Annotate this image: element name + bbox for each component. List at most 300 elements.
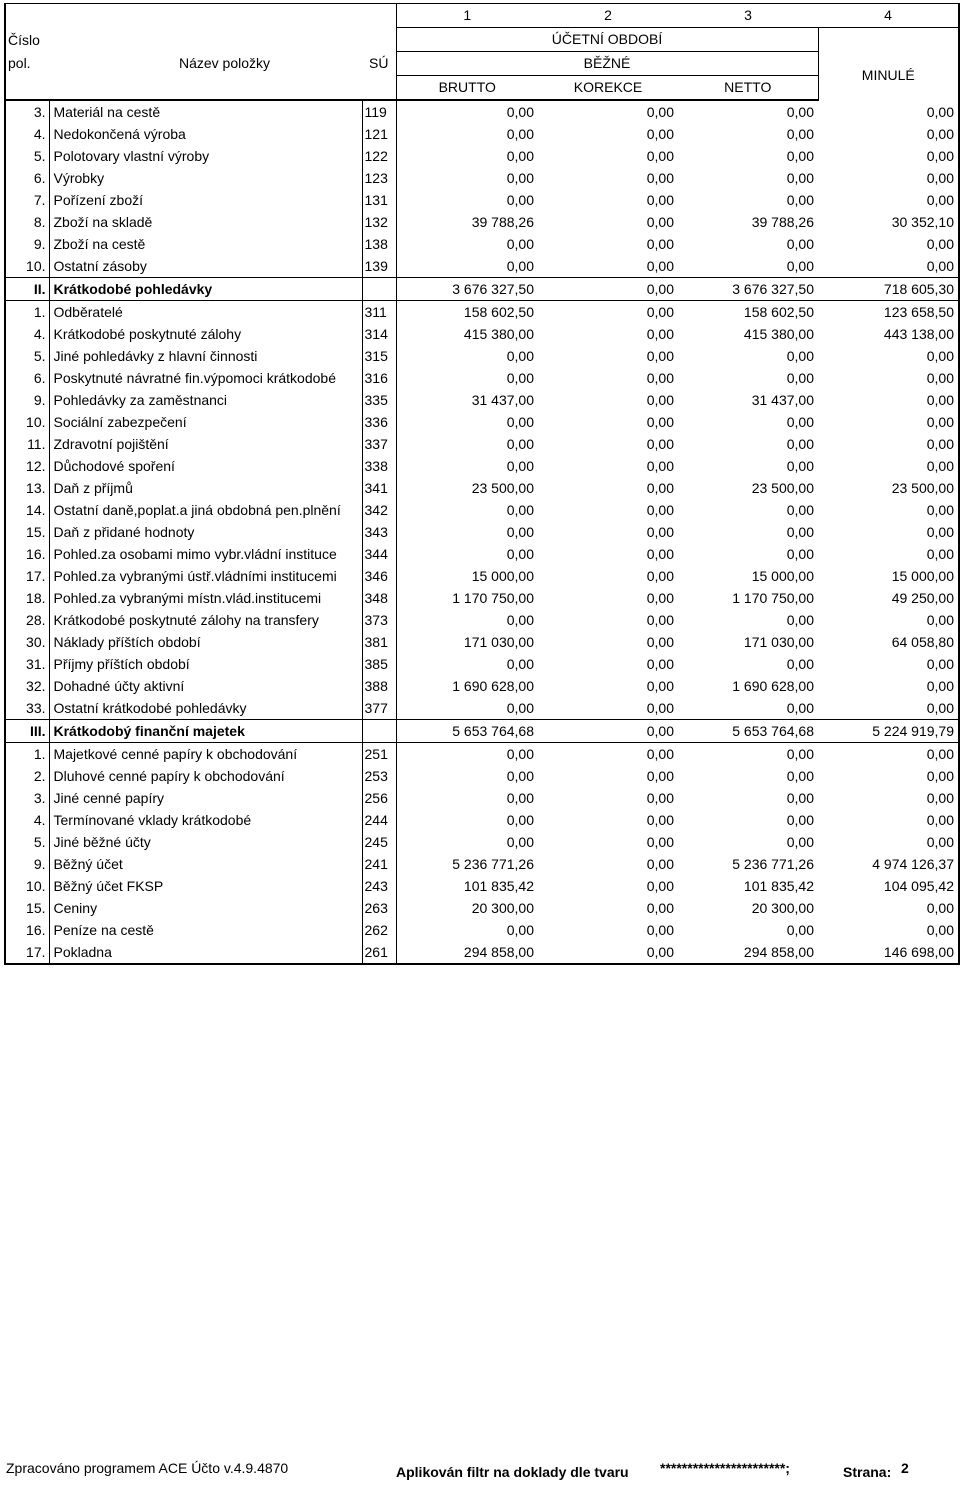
row-minule: 0,00 bbox=[818, 897, 959, 919]
table-row bbox=[5, 919, 959, 941]
row-korekce: 0,00 bbox=[646, 922, 674, 938]
row-number: 28. bbox=[5, 609, 49, 631]
page-label: Strana: bbox=[843, 1464, 892, 1480]
row-number: 32. bbox=[5, 675, 49, 697]
row-number: 10. bbox=[5, 255, 49, 278]
row-minule: 5 224 919,79 bbox=[818, 720, 959, 743]
row-brutto: 0,00 bbox=[506, 436, 534, 452]
row-korekce: 0,00 bbox=[646, 214, 674, 230]
row-netto: 0,00 bbox=[786, 524, 814, 540]
row-korekce: 0,00 bbox=[646, 768, 674, 784]
row-netto: 0,00 bbox=[786, 148, 814, 164]
table-row bbox=[5, 455, 959, 477]
table-header bbox=[5, 4, 959, 101]
row-number: 15. bbox=[5, 897, 49, 919]
row-number: 11. bbox=[5, 433, 49, 455]
row-brutto: 5 236 771,26 bbox=[452, 856, 534, 872]
row-netto: 15 000,00 bbox=[751, 568, 814, 584]
row-minule: 443 138,00 bbox=[818, 323, 959, 345]
table-row bbox=[5, 941, 959, 964]
row-netto: 415 380,00 bbox=[743, 326, 814, 342]
row-su: 335 bbox=[362, 389, 396, 411]
row-minule: 0,00 bbox=[818, 167, 959, 189]
row-name: Materiál na cestě bbox=[49, 100, 362, 123]
table-row bbox=[5, 587, 959, 609]
row-su: 243 bbox=[362, 875, 396, 897]
row-brutto: 0,00 bbox=[506, 258, 534, 274]
row-korekce: 0,00 bbox=[646, 192, 674, 208]
row-minule: 0,00 bbox=[818, 389, 959, 411]
row-netto: 0,00 bbox=[786, 612, 814, 628]
row-brutto: 101 835,42 bbox=[463, 878, 534, 894]
row-korekce: 0,00 bbox=[646, 546, 674, 562]
row-korekce: 0,00 bbox=[646, 436, 674, 452]
table-row bbox=[5, 123, 959, 145]
row-su: 251 bbox=[362, 743, 396, 766]
row-netto: 171 030,00 bbox=[743, 634, 814, 650]
row-korekce: 0,00 bbox=[646, 170, 674, 186]
row-su: 244 bbox=[362, 809, 396, 831]
table-row bbox=[5, 411, 959, 433]
row-su: 314 bbox=[362, 323, 396, 345]
row-name: Daň z přidané hodnoty bbox=[49, 521, 362, 543]
row-korekce: 0,00 bbox=[646, 590, 674, 606]
row-number: 12. bbox=[5, 455, 49, 477]
row-number: 10. bbox=[5, 875, 49, 897]
row-su: 344 bbox=[362, 543, 396, 565]
row-brutto: 0,00 bbox=[506, 700, 534, 716]
minule-label: MINULÉ bbox=[818, 52, 959, 101]
row-name: Pohledávky za zaměstnanci bbox=[49, 389, 362, 411]
row-netto: 0,00 bbox=[786, 104, 814, 120]
row-brutto: 0,00 bbox=[506, 458, 534, 474]
row-minule: 0,00 bbox=[818, 609, 959, 631]
row-number: 3. bbox=[5, 100, 49, 123]
row-korekce: 0,00 bbox=[646, 568, 674, 584]
row-netto: 0,00 bbox=[786, 656, 814, 672]
row-korekce: 0,00 bbox=[646, 370, 674, 386]
row-brutto: 39 788,26 bbox=[471, 214, 534, 230]
table-row bbox=[5, 565, 959, 587]
row-minule: 0,00 bbox=[818, 411, 959, 433]
row-brutto: 0,00 bbox=[506, 922, 534, 938]
row-name: Ostatní daně,poplat.a jiná obdobná pen.plnění bbox=[49, 499, 362, 521]
row-netto: 0,00 bbox=[786, 812, 814, 828]
row-number: 5. bbox=[5, 345, 49, 367]
row-netto: 0,00 bbox=[786, 768, 814, 784]
row-name: Krátkodobé pohledávky bbox=[49, 278, 362, 301]
row-minule: 30 352,10 bbox=[818, 211, 959, 233]
row-minule: 23 500,00 bbox=[818, 477, 959, 499]
row-minule: 0,00 bbox=[818, 831, 959, 853]
row-korekce: 0,00 bbox=[646, 414, 674, 430]
row-brutto: 0,00 bbox=[506, 746, 534, 762]
row-name: Pohled.za vybranými místn.vlád.institucemi bbox=[49, 587, 362, 609]
row-minule: 0,00 bbox=[818, 345, 959, 367]
row-netto: 39 788,26 bbox=[751, 214, 814, 230]
row-brutto: 0,00 bbox=[506, 546, 534, 562]
row-name: Peníze na cestě bbox=[49, 919, 362, 941]
row-minule: 0,00 bbox=[818, 433, 959, 455]
row-su: 311 bbox=[362, 301, 396, 324]
row-name: Zdravotní pojištění bbox=[49, 433, 362, 455]
row-netto: 0,00 bbox=[786, 126, 814, 142]
table-row bbox=[5, 233, 959, 255]
table-row bbox=[5, 433, 959, 455]
row-number: 14. bbox=[5, 499, 49, 521]
row-su: 337 bbox=[362, 433, 396, 455]
row-minule: 0,00 bbox=[818, 367, 959, 389]
row-su: 138 bbox=[362, 233, 396, 255]
row-su bbox=[362, 278, 396, 301]
row-netto: 23 500,00 bbox=[751, 480, 814, 496]
row-minule: 146 698,00 bbox=[818, 941, 959, 964]
row-su: 253 bbox=[362, 765, 396, 787]
row-korekce: 0,00 bbox=[646, 612, 674, 628]
row-netto: 0,00 bbox=[786, 192, 814, 208]
row-korekce: 0,00 bbox=[646, 834, 674, 850]
row-korekce: 0,00 bbox=[538, 278, 678, 301]
row-korekce: 0,00 bbox=[538, 941, 678, 964]
row-netto: 5 236 771,26 bbox=[732, 856, 814, 872]
row-minule: 15 000,00 bbox=[818, 565, 959, 587]
row-name: Jiné pohledávky z hlavní činnosti bbox=[49, 345, 362, 367]
row-netto: 0,00 bbox=[786, 922, 814, 938]
row-name: Dluhové cenné papíry k obchodování bbox=[49, 765, 362, 787]
row-name: Daň z příjmů bbox=[49, 477, 362, 499]
row-name: Odběratelé bbox=[49, 301, 362, 324]
table-row bbox=[5, 521, 959, 543]
filter-note: Aplikován filtr na doklady dle tvaru bbox=[396, 1464, 629, 1480]
row-su: 341 bbox=[362, 477, 396, 499]
row-name: Nedokončená výroba bbox=[49, 123, 362, 145]
row-korekce: 0,00 bbox=[646, 790, 674, 806]
su-label: SÚ bbox=[362, 52, 396, 76]
row-number: 15. bbox=[5, 521, 49, 543]
row-su: 119 bbox=[362, 100, 396, 123]
row-number: 18. bbox=[5, 587, 49, 609]
row-korekce: 0,00 bbox=[646, 392, 674, 408]
row-number: 16. bbox=[5, 919, 49, 941]
row-number: 9. bbox=[5, 233, 49, 255]
table-row bbox=[5, 809, 959, 831]
table-row bbox=[5, 609, 959, 631]
table-row bbox=[5, 743, 959, 766]
row-su: 256 bbox=[362, 787, 396, 809]
row-netto: 1 170 750,00 bbox=[732, 590, 814, 606]
row-netto: 0,00 bbox=[786, 370, 814, 386]
section-row bbox=[5, 278, 959, 301]
row-netto: 31 437,00 bbox=[751, 392, 814, 408]
row-name: Pohled.za osobami mimo vybr.vládní instituce bbox=[49, 543, 362, 565]
row-minule: 0,00 bbox=[818, 100, 959, 123]
row-su: 315 bbox=[362, 345, 396, 367]
row-su: 316 bbox=[362, 367, 396, 389]
table-row bbox=[5, 345, 959, 367]
row-netto: 0,00 bbox=[786, 834, 814, 850]
row-netto: 0,00 bbox=[786, 546, 814, 562]
table-row bbox=[5, 897, 959, 919]
row-number: 30. bbox=[5, 631, 49, 653]
table-row bbox=[5, 653, 959, 675]
row-su: 338 bbox=[362, 455, 396, 477]
row-brutto: 415 380,00 bbox=[463, 326, 534, 342]
row-number: 9. bbox=[5, 389, 49, 411]
pol-label: pol. bbox=[5, 52, 49, 76]
row-brutto: 0,00 bbox=[506, 192, 534, 208]
row-netto: 0,00 bbox=[786, 700, 814, 716]
row-name: Náklady příštích období bbox=[49, 631, 362, 653]
table-row bbox=[5, 100, 959, 123]
row-number: 1. bbox=[5, 301, 49, 324]
row-netto: 0,00 bbox=[786, 170, 814, 186]
row-number: 31. bbox=[5, 653, 49, 675]
row-brutto: 171 030,00 bbox=[463, 634, 534, 650]
table-row bbox=[5, 631, 959, 653]
row-name: Majetkové cenné papíry k obchodování bbox=[49, 743, 362, 766]
row-brutto: 0,00 bbox=[506, 348, 534, 364]
table-row bbox=[5, 543, 959, 565]
row-netto: 0,00 bbox=[786, 746, 814, 762]
row-name: Krátkodobé poskytnuté zálohy na transfery bbox=[49, 609, 362, 631]
row-brutto: 15 000,00 bbox=[471, 568, 534, 584]
row-minule: 0,00 bbox=[818, 123, 959, 145]
row-minule: 0,00 bbox=[818, 809, 959, 831]
table-row bbox=[5, 697, 959, 720]
row-netto: 1 690 628,00 bbox=[732, 678, 814, 694]
row-korekce: 0,00 bbox=[646, 746, 674, 762]
row-su: 122 bbox=[362, 145, 396, 167]
row-su: 123 bbox=[362, 167, 396, 189]
row-netto: 20 300,00 bbox=[751, 900, 814, 916]
row-name: Sociální zabezpečení bbox=[49, 411, 362, 433]
row-name: Pořízení zboží bbox=[49, 189, 362, 211]
row-number: 5. bbox=[5, 831, 49, 853]
row-name: Běžný účet FKSP bbox=[49, 875, 362, 897]
row-su: 336 bbox=[362, 411, 396, 433]
row-minule: 104 095,42 bbox=[818, 875, 959, 897]
row-minule: 0,00 bbox=[818, 499, 959, 521]
row-korekce: 0,00 bbox=[646, 458, 674, 474]
row-minule: 0,00 bbox=[818, 521, 959, 543]
table-body bbox=[5, 100, 959, 964]
row-korekce: 0,00 bbox=[646, 634, 674, 650]
row-korekce: 0,00 bbox=[646, 258, 674, 274]
row-su: 388 bbox=[362, 675, 396, 697]
row-su: 385 bbox=[362, 653, 396, 675]
table-row bbox=[5, 787, 959, 809]
row-number: 33. bbox=[5, 697, 49, 720]
row-number: III. bbox=[5, 720, 49, 743]
row-brutto: 0,00 bbox=[506, 370, 534, 386]
row-su: 342 bbox=[362, 499, 396, 521]
row-brutto: 0,00 bbox=[506, 126, 534, 142]
row-brutto: 0,00 bbox=[506, 656, 534, 672]
row-name: Poskytnuté návratné fin.výpomoci krátkodobé bbox=[49, 367, 362, 389]
table-row bbox=[5, 853, 959, 875]
row-su: 373 bbox=[362, 609, 396, 631]
row-korekce: 0,00 bbox=[646, 104, 674, 120]
row-netto: 0,00 bbox=[786, 502, 814, 518]
row-name: Důchodové spoření bbox=[49, 455, 362, 477]
row-name: Termínované vklady krátkodobé bbox=[49, 809, 362, 831]
row-brutto: 0,00 bbox=[506, 812, 534, 828]
row-su: 121 bbox=[362, 123, 396, 145]
row-minule: 123 658,50 bbox=[818, 301, 959, 324]
row-name: Ostatní zásoby bbox=[49, 255, 362, 278]
row-name: Běžný účet bbox=[49, 853, 362, 875]
table-row bbox=[5, 301, 959, 324]
row-number: 5. bbox=[5, 145, 49, 167]
row-minule: 49 250,00 bbox=[818, 587, 959, 609]
row-su: 245 bbox=[362, 831, 396, 853]
row-number: 2. bbox=[5, 765, 49, 787]
table-row bbox=[5, 211, 959, 233]
row-name: Jiné cenné papíry bbox=[49, 787, 362, 809]
row-minule: 0,00 bbox=[818, 653, 959, 675]
row-name: Příjmy příštích období bbox=[49, 653, 362, 675]
row-number: 4. bbox=[5, 323, 49, 345]
row-brutto: 0,00 bbox=[506, 790, 534, 806]
row-netto: 294 858,00 bbox=[678, 941, 818, 964]
row-number: 6. bbox=[5, 167, 49, 189]
table-row bbox=[5, 875, 959, 897]
table-row bbox=[5, 145, 959, 167]
row-number: 1. bbox=[5, 743, 49, 766]
row-minule: 0,00 bbox=[818, 919, 959, 941]
row-korekce: 0,00 bbox=[646, 326, 674, 342]
row-netto: 0,00 bbox=[786, 348, 814, 364]
row-su: 131 bbox=[362, 189, 396, 211]
row-su: 381 bbox=[362, 631, 396, 653]
row-minule: 0,00 bbox=[818, 787, 959, 809]
row-su: 262 bbox=[362, 919, 396, 941]
row-brutto: 0,00 bbox=[506, 148, 534, 164]
row-korekce: 0,00 bbox=[646, 480, 674, 496]
row-brutto: 0,00 bbox=[506, 768, 534, 784]
row-minule: 0,00 bbox=[818, 765, 959, 787]
row-korekce: 0,00 bbox=[646, 656, 674, 672]
row-korekce: 0,00 bbox=[646, 148, 674, 164]
row-minule: 0,00 bbox=[818, 743, 959, 766]
row-brutto: 0,00 bbox=[506, 502, 534, 518]
row-brutto: 23 500,00 bbox=[471, 480, 534, 496]
row-name: Krátkodobé poskytnuté zálohy bbox=[49, 323, 362, 345]
row-number: 6. bbox=[5, 367, 49, 389]
program-note: Zpracováno programem ACE Účto v.4.9.4870 bbox=[6, 1460, 289, 1476]
row-brutto: 0,00 bbox=[506, 170, 534, 186]
row-number: 13. bbox=[5, 477, 49, 499]
row-su: 132 bbox=[362, 211, 396, 233]
table-row bbox=[5, 831, 959, 853]
row-su: 346 bbox=[362, 565, 396, 587]
row-number: 7. bbox=[5, 189, 49, 211]
netto-label: NETTO bbox=[678, 76, 818, 101]
row-name: Zboží na skladě bbox=[49, 211, 362, 233]
row-netto: 0,00 bbox=[786, 236, 814, 252]
row-brutto: 20 300,00 bbox=[471, 900, 534, 916]
row-su: 261 bbox=[362, 941, 396, 964]
col-number-2: 2 bbox=[538, 4, 678, 28]
row-name: Ostatní krátkodobé pohledávky bbox=[49, 697, 362, 720]
row-name: Krátkodobý finanční majetek bbox=[49, 720, 362, 743]
row-number: 3. bbox=[5, 787, 49, 809]
row-su: 241 bbox=[362, 853, 396, 875]
row-netto: 0,00 bbox=[786, 458, 814, 474]
row-minule: 0,00 bbox=[818, 189, 959, 211]
row-korekce: 0,00 bbox=[646, 236, 674, 252]
row-minule: 0,00 bbox=[818, 455, 959, 477]
row-number: 4. bbox=[5, 123, 49, 145]
table-row bbox=[5, 255, 959, 278]
row-brutto: 1 170 750,00 bbox=[452, 590, 534, 606]
row-number: 17. bbox=[5, 941, 49, 964]
nazev-label: Název položky bbox=[178, 55, 271, 71]
row-korekce: 0,00 bbox=[646, 678, 674, 694]
row-minule: 64 058,80 bbox=[818, 631, 959, 653]
row-korekce: 0,00 bbox=[646, 700, 674, 716]
row-netto: 0,00 bbox=[786, 436, 814, 452]
brutto-label: BRUTTO bbox=[396, 76, 538, 101]
bezne-label: BĚŽNÉ bbox=[396, 52, 818, 76]
cislo-line1: Číslo bbox=[8, 31, 40, 48]
row-brutto: 0,00 bbox=[506, 612, 534, 628]
row-number: 16. bbox=[5, 543, 49, 565]
row-netto: 101 835,42 bbox=[743, 878, 814, 894]
row-su: 377 bbox=[362, 697, 396, 720]
row-korekce: 0,00 bbox=[646, 348, 674, 364]
row-name: Zboží na cestě bbox=[49, 233, 362, 255]
row-netto: 0,00 bbox=[786, 790, 814, 806]
row-name: Pokladna bbox=[49, 941, 362, 964]
table-row bbox=[5, 367, 959, 389]
row-brutto: 5 653 764,68 bbox=[396, 720, 538, 743]
row-brutto: 0,00 bbox=[506, 524, 534, 540]
table-row bbox=[5, 499, 959, 521]
row-minule: 4 974 126,37 bbox=[818, 853, 959, 875]
row-minule: 0,00 bbox=[818, 675, 959, 697]
table-row bbox=[5, 765, 959, 787]
row-name: Výrobky bbox=[49, 167, 362, 189]
row-number: 9. bbox=[5, 853, 49, 875]
section-row bbox=[5, 720, 959, 743]
row-brutto: 1 690 628,00 bbox=[452, 678, 534, 694]
row-su: 348 bbox=[362, 587, 396, 609]
row-brutto: 31 437,00 bbox=[471, 392, 534, 408]
row-su: 263 bbox=[362, 897, 396, 919]
row-brutto: 158 602,50 bbox=[463, 304, 534, 320]
table-row bbox=[5, 389, 959, 411]
row-number: 8. bbox=[5, 211, 49, 233]
row-su bbox=[362, 720, 396, 743]
row-minule: 0,00 bbox=[818, 145, 959, 167]
row-brutto: 0,00 bbox=[506, 104, 534, 120]
table-row bbox=[5, 675, 959, 697]
row-su: 343 bbox=[362, 521, 396, 543]
row-netto: 3 676 327,50 bbox=[678, 278, 818, 301]
row-brutto: 294 858,00 bbox=[396, 941, 538, 964]
table-row bbox=[5, 167, 959, 189]
cislo-label bbox=[5, 4, 49, 52]
row-minule: 0,00 bbox=[818, 543, 959, 565]
row-number: 10. bbox=[5, 411, 49, 433]
row-korekce: 0,00 bbox=[538, 720, 678, 743]
row-name: Dohadné účty aktivní bbox=[49, 675, 362, 697]
row-name: Polotovary vlastní výroby bbox=[49, 145, 362, 167]
row-korekce: 0,00 bbox=[646, 304, 674, 320]
table-row bbox=[5, 477, 959, 499]
row-korekce: 0,00 bbox=[646, 502, 674, 518]
